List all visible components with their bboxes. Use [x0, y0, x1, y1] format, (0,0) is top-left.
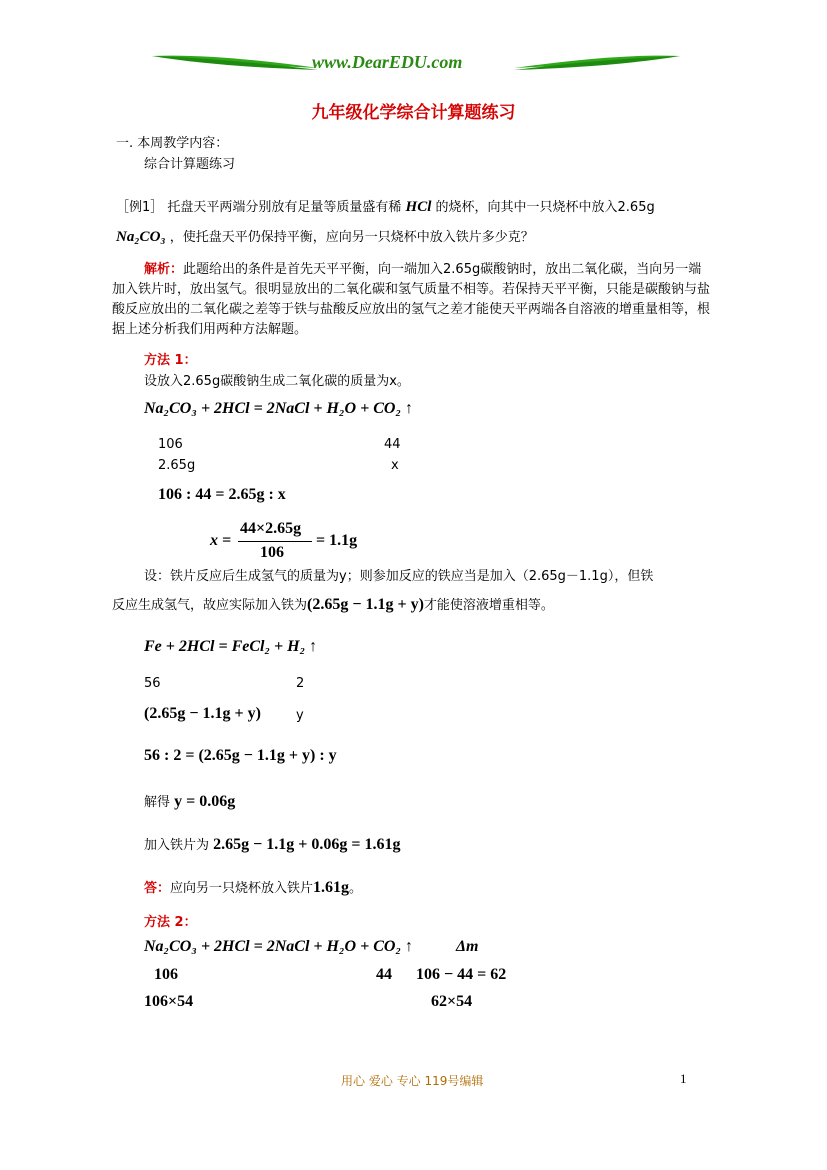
ratio-equation-1: 106 : 44 = 2.65g : x [158, 486, 286, 503]
fraction-bar [238, 541, 312, 542]
method2-label: 方法 2： [144, 915, 197, 930]
equation-na2co3-hcl: Na₂CO₃ + 2HCl = 2NaCl + H₂O + CO₂ ↑ [144, 400, 414, 417]
header-banner [150, 50, 680, 80]
na2co3-formula: Na₂CO₃ [116, 229, 166, 245]
example-question [116, 196, 655, 216]
analysis-paragraph [112, 260, 714, 340]
equation-method2: Na₂CO₃ + 2HCl = 2NaCl + H₂O + CO₂ ↑ [144, 938, 414, 955]
solve-line [144, 791, 235, 811]
equation-fe-hcl: Fe + 2HCl = FeCl₂ + H₂ ↑ [144, 638, 318, 655]
m2-mass-106x54: 106×54 [144, 993, 194, 1010]
mass-2-65g: 2.65g [158, 458, 196, 473]
set-y-text-a: 反应生成氢气，故应实际加入铁为 [112, 598, 308, 613]
analysis-text: 此题给出的条件是首先天平平衡，向一端加入2.65g碳酸钠时，放出二氧化碳，当向另一端加入铁片时，放出氢气。很明显放出的二氧化碳和氢气质量不相等。若保持天平平衡，只能是碳酸钠与盐酸反应放出的二氧化碳之差等于铁与盐酸反应放出的氢气之差才能使天平两端各自溶液的增重量相等，根据上述分析我们用两种方法解题。 [112, 262, 711, 337]
ratio-equation-2: 56 : 2 = (2.65g − 1.1g + y) : y [144, 747, 337, 764]
x-rhs: = 1.1g [316, 532, 358, 549]
solve-expression: y = 0.06g [174, 793, 236, 810]
section-heading: 一. 本周教学内容： [116, 136, 229, 151]
method1-label: 方法 1： [144, 353, 197, 368]
set-y-line2 [112, 594, 554, 614]
x-lhs: x = [210, 532, 232, 549]
mass-fe-expression: (2.65g − 1.1g + y) [144, 705, 261, 722]
example-text-1b: 的烧杯，向其中一只烧杯中放入2.65g [435, 200, 655, 215]
answer-line [144, 877, 362, 897]
answer-end: 。 [349, 881, 363, 896]
mass-y: y [296, 708, 304, 723]
add-iron-expression: 2.65g − 1.1g + 0.06g = 1.61g [213, 836, 401, 853]
x-denominator: 106 [260, 544, 284, 561]
section-content: 综合计算题练习 [144, 157, 236, 172]
m2-mass-106: 106 [154, 966, 178, 983]
mass-56: 56 [144, 676, 161, 691]
mass-2: 2 [296, 676, 305, 691]
answer-text: 应向另一只烧杯放入铁片 [170, 881, 314, 896]
set-y-expression: (2.65g − 1.1g + y) [307, 596, 424, 613]
m2-mass-44: 44 [376, 966, 392, 983]
set-y-text-b: 才能使溶液增重相等。 [423, 598, 554, 613]
banner-swoosh-right [512, 50, 682, 80]
example-text-1: ［例1］ 托盘天平两端分别放有足量等质量盛有稀 [116, 200, 402, 215]
banner-swoosh-left [150, 50, 320, 80]
method1-intro: 设放入2.65g碳酸钠生成二氧化碳的质量为x。 [144, 374, 410, 389]
delta-m: Δm [456, 938, 479, 955]
solve-label: 解得 [144, 795, 171, 810]
mass-106: 106 [158, 437, 183, 452]
site-url: www.DearEDU.com [312, 52, 463, 72]
set-y-line1: 设：铁片反应后生成氢气的质量为y；则参加反应的铁应当是加入（2.65g－1.1g），但铁 [144, 569, 654, 584]
mass-44: 44 [384, 437, 401, 452]
mass-x: x [391, 458, 399, 473]
analysis-label: 解析： [144, 262, 184, 277]
example-text-2: ，使托盘天平仍保持平衡，应向另一只烧杯中放入铁片多少克？ [169, 230, 534, 245]
footer-text: 用心 爱心 专心 119号编辑 [341, 1074, 484, 1088]
document-title: 九年级化学综合计算题练习 [311, 103, 516, 123]
example-question-line2 [116, 226, 534, 246]
add-iron-line [144, 834, 401, 854]
hcl-formula: HCl [405, 199, 432, 215]
page-number: 1 [680, 1071, 687, 1086]
x-numerator: 44×2.65g [240, 520, 302, 537]
answer-label: 答： [144, 881, 171, 896]
add-iron-label: 加入铁片为 [144, 838, 210, 853]
m2-delta-62: 106 − 44 = 62 [416, 966, 507, 983]
answer-value: 1.61g [313, 879, 350, 896]
m2-delta-62x54: 62×54 [431, 993, 473, 1010]
